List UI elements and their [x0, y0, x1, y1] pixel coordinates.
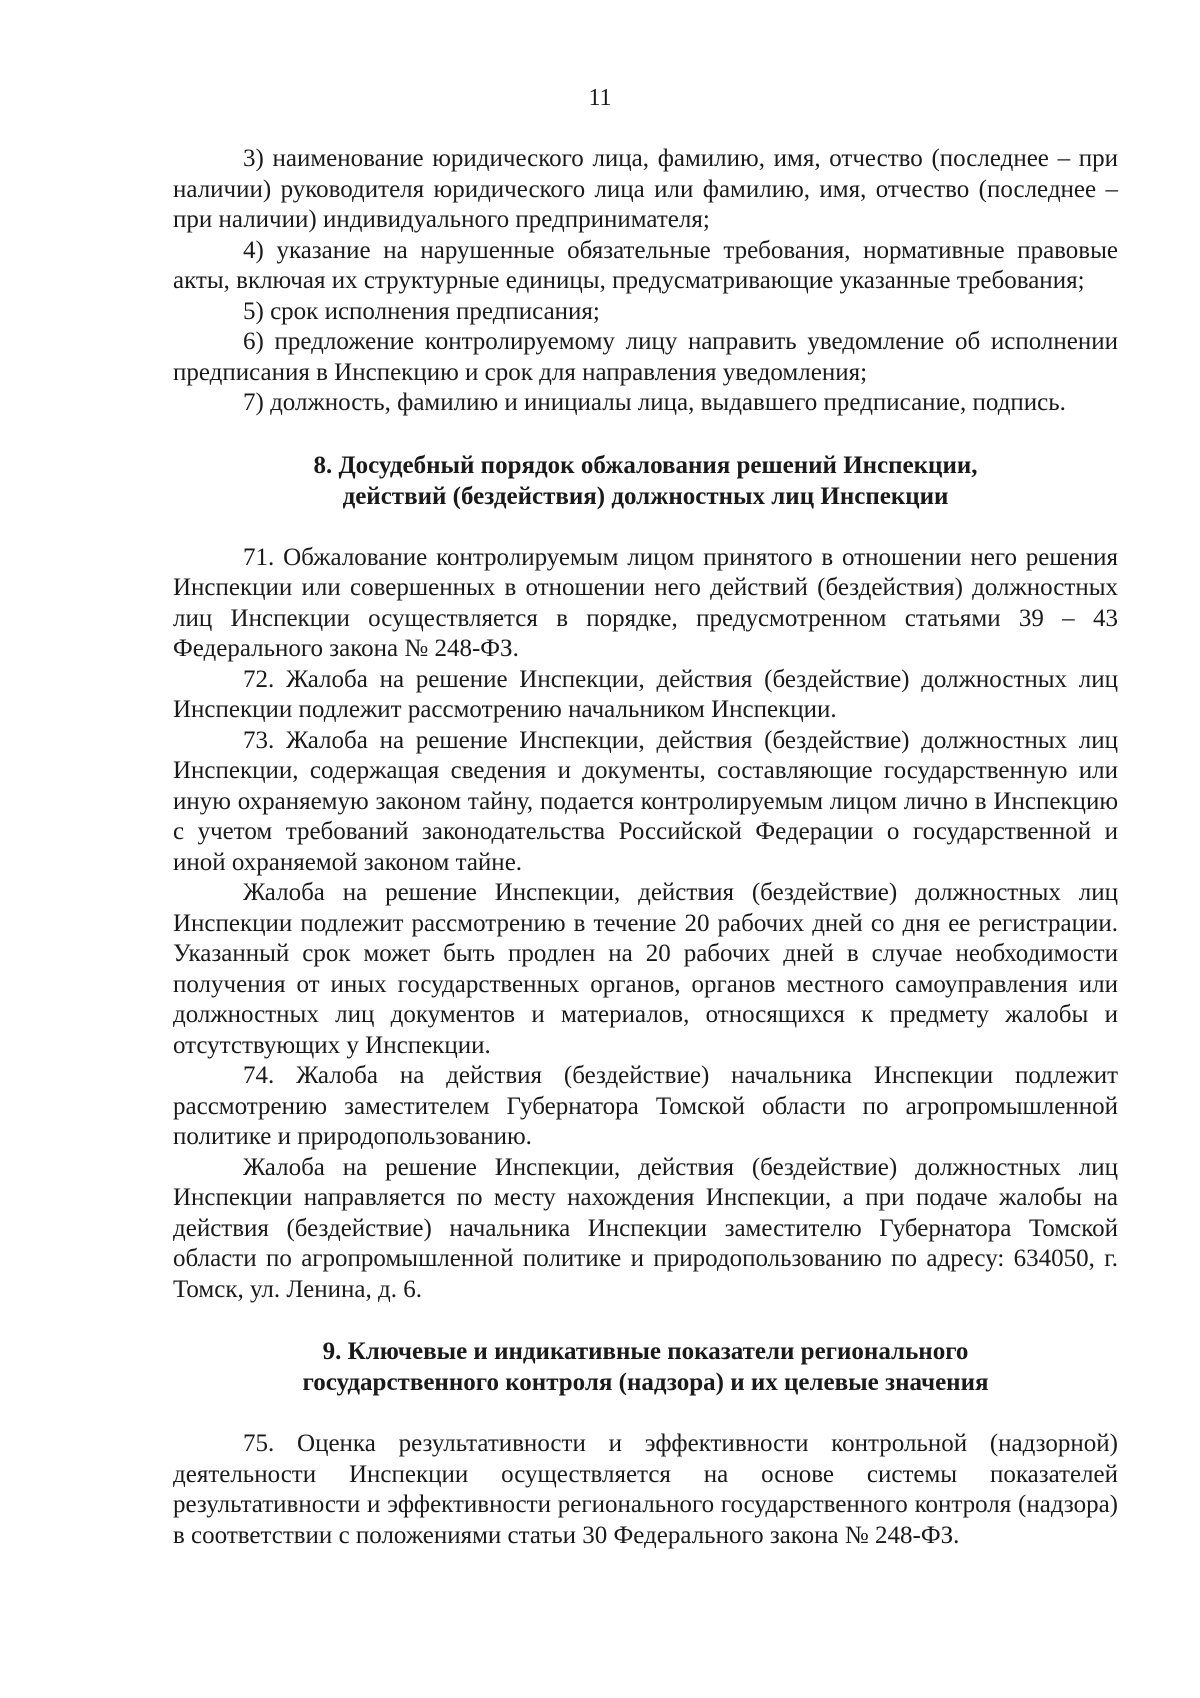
list-item-7: 7) должность, фамилию и инициалы лица, выдавшего предписание, подпись. [243, 389, 1066, 416]
paragraph-74: 74. Жалоба на действия (бездействие) начальника Инспекции подлежит рассмотрению заместителем Губернатора Томской области по агропромышленной политике и природопользованию. [173, 1062, 1118, 1150]
list-item-5: 5) срок исполнения предписания; [243, 297, 600, 325]
list-item-4: 4) указание на нарушенные обязательные требования, нормативные правовые акты, включая их структурные единицы, предусматривающие указанные требования; [173, 236, 1118, 294]
paragraph-71: 71. Обжалование контролируемым лицом принятого в отношении него решения Инспекции или совершенных в отношении него действий (бездействия) должностных лиц Инспекции осуществляется в порядке, предусмотренном статьями 39 – 43 Федерального закона № 248-ФЗ. [173, 543, 1118, 662]
section-8-heading [173, 450, 1118, 512]
paragraph-73-complaint-term: Жалоба на решение Инспекции, действия (бездействие) должностных лиц Инспекции подлежит рассмотрению в течение 20 рабочих дней со дня ее регистрации. Указанный срок может быть продлен на 20 рабочих дней в случае необходимости получения от иных государственных органов, органов местного самоуправления или должностных лиц документов и материалов, относящихся к предмету жалобы и отсутствующих у Инспекции. [173, 879, 1118, 1059]
paragraph-73: 73. Жалоба на решение Инспекции, действия (бездействие) должностных лиц Инспекции, содержащая сведения и документы, составляющие государственную или иную охраняемую законом тайну, подается контролируемым лицом лично в Инспекцию с учетом требований законодательства Российской Федерации о государственной и иной охраняемой законом тайне. [173, 726, 1118, 876]
section-8-heading-line2: действий (бездействия) должностных лиц Инспекции [342, 482, 949, 510]
document-body [173, 144, 1118, 1551]
list-item-6: 6) предложение контролируемому лицу направить уведомление об исполнении предписания в Инспекцию и срок для направления уведомления; [173, 328, 1118, 386]
list-item-3: 3) наименование юридического лица, фамилию, имя, отчество (последнее – при наличии) руководителя юридического лица или фамилию, имя, отчество (последнее – при наличии) индивидуального предпринимателя; [173, 145, 1118, 233]
paragraph-75: 75. Оценка результативности и эффективности контрольной (надзорной) деятельности Инспекции осуществляется на основе системы показателей результативности и эффективности регионального государственного контроля (надзора) в соответствии с положениями статьи 30 Федерального закона № 248-ФЗ. [173, 1430, 1118, 1549]
paragraph-72: 72. Жалоба на решение Инспекции, действия (бездействие) должностных лиц Инспекции подлежит рассмотрению начальником Инспекции. [173, 665, 1118, 723]
paragraph-74-complaint-address: Жалоба на решение Инспекции, действия (бездействие) должностных лиц Инспекции направляется по месту нахождения Инспекции, а при подаче жалобы на действия (бездействие) начальника Инспекции заместителю Губернатора Томской области по агропромышленной политике и природопользованию по адресу: 634050, г. Томск, ул. Ленина, д. 6. [173, 1153, 1118, 1303]
section-8-heading-line1: 8. Досудебный порядок обжалования решений Инспекции, [313, 451, 978, 479]
page-number: 11 [588, 85, 612, 111]
section-9-heading [173, 1336, 1118, 1398]
section-9-heading-line2: государственного контроля (надзора) и их целевые значения [302, 1369, 989, 1396]
section-9-heading-line1: 9. Ключевые и индикативные показатели регионального [322, 1338, 969, 1365]
